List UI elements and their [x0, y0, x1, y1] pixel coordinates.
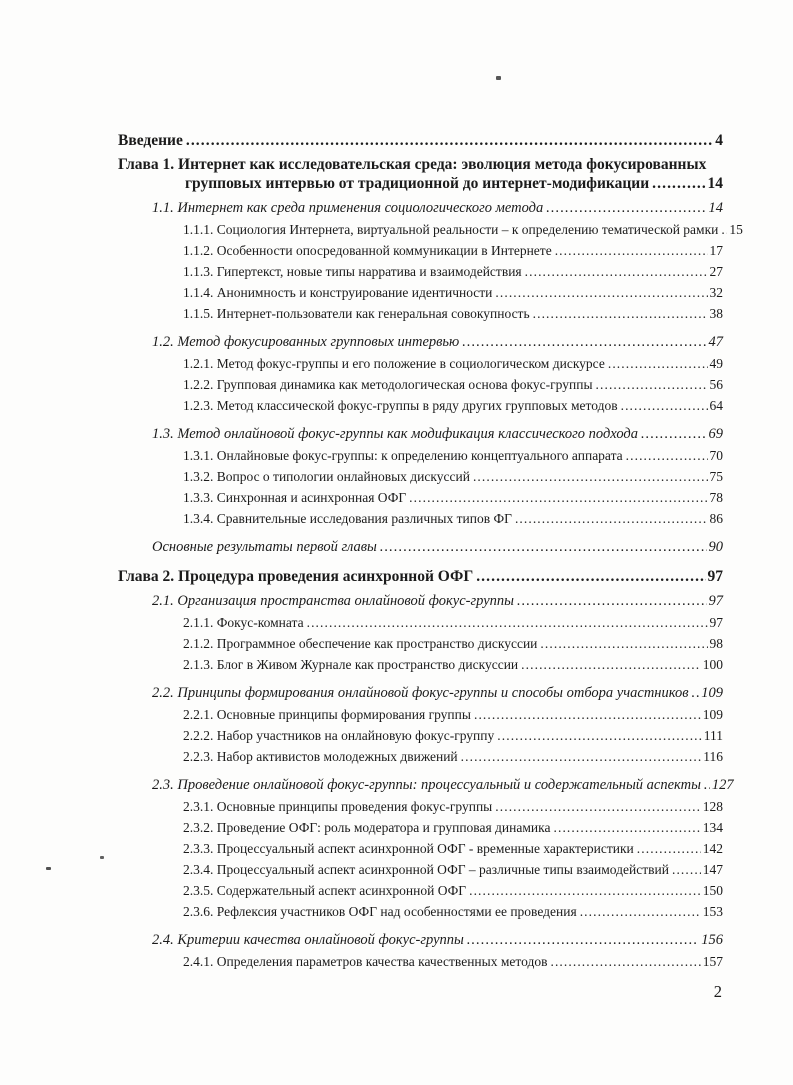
- dot-leader: [555, 243, 708, 258]
- dot-leader: [692, 685, 700, 701]
- toc-entry-label: 1.1. Интернет как среда применения социологического метода: [152, 200, 544, 216]
- table-of-contents: [118, 131, 743, 969]
- dot-leader: [517, 593, 707, 609]
- toc-entry: [118, 356, 723, 371]
- toc-entry: [118, 200, 723, 216]
- toc-entry: [118, 131, 723, 150]
- toc-entry-label: 1.1.2. Особенности опосредованной коммуникации в Интернете: [183, 243, 552, 258]
- toc-entry-page: 15: [729, 222, 743, 237]
- toc-entry-page: 116: [703, 749, 723, 764]
- toc-entry-page: 134: [702, 820, 723, 835]
- toc-entry: [118, 954, 723, 969]
- dot-leader: [473, 469, 708, 484]
- toc-entry-label: 1.2.1. Метод фокус-группы и его положение в социологическом дискурсе: [183, 356, 605, 371]
- toc-entry-page: 56: [709, 377, 723, 392]
- toc-entry-label: 2.3.5. Содержательный аспект асинхронной ОФГ: [183, 883, 467, 898]
- toc-entry-page: 32: [709, 285, 723, 300]
- dot-leader: [409, 490, 707, 505]
- toc-entry-label: 1.1.3. Гипертекст, новые типы нарратива и взаимодействия: [183, 264, 522, 279]
- dot-leader: [525, 264, 708, 279]
- toc-entry-page: 111: [703, 728, 723, 743]
- toc-entry-label: 2.1.1. Фокус-комната: [183, 615, 304, 630]
- toc-entry: [118, 728, 723, 743]
- toc-entry-page: 97: [709, 615, 723, 630]
- dot-leader: [497, 728, 701, 743]
- toc-entry: [118, 426, 723, 442]
- toc-entry: [118, 685, 723, 701]
- toc-entry: [118, 883, 723, 898]
- toc-entry-page: 147: [702, 862, 723, 877]
- toc-entry-page: 90: [708, 539, 723, 555]
- toc-entry-label: 2.3.3. Процессуальный аспект асинхронной ОФГ - временные характеристики: [183, 841, 634, 856]
- toc-entry-label: 2.3.6. Рефлексия участников ОФГ над особенностями ее проведения: [183, 904, 577, 919]
- toc-entry-label: 1.1.4. Анонимность и конструирование идентичности: [183, 285, 493, 300]
- toc-entry: [118, 264, 723, 279]
- toc-entry-page: 78: [709, 490, 723, 505]
- toc-entry-page: 14: [708, 200, 723, 216]
- toc-entry: [118, 862, 723, 877]
- toc-entry-label: 2.1. Организация пространства онлайновой фокус-группы: [152, 593, 514, 609]
- dot-leader: [476, 567, 705, 586]
- toc-entry-page: 109: [701, 685, 723, 701]
- dot-leader: [462, 334, 706, 350]
- toc-entry-label: 2.2. Принципы формирования онлайновой фокус-группы и способы отбора участников: [152, 685, 689, 701]
- toc-entry-label: 2.2.2. Набор участников на онлайновую фокус-группу: [183, 728, 495, 743]
- toc-entry-page: 150: [702, 883, 723, 898]
- toc-entry-page: 4: [715, 132, 723, 149]
- toc-entry-page: 97: [708, 593, 723, 609]
- toc-entry-page: 70: [709, 448, 723, 463]
- toc-entry: [118, 707, 723, 722]
- dot-leader: [554, 820, 701, 835]
- dot-leader: [652, 174, 705, 193]
- toc-entry-page: 17: [709, 243, 723, 258]
- toc-entry-label: 2.3. Проведение онлайновой фокус-группы: процессуальный и содержательный аспекты: [152, 777, 701, 793]
- dot-leader: [186, 131, 713, 150]
- toc-entry: [118, 539, 723, 555]
- toc-entry: [118, 448, 723, 463]
- toc-entry-label: 1.3.3. Синхронная и асинхронная ОФГ: [183, 490, 407, 505]
- toc-entry-label: 2.2.3. Набор активистов молодежных движений: [183, 749, 458, 764]
- toc-entry-label: 2.4.1. Определения параметров качества качественных методов: [183, 954, 548, 969]
- toc-entry-page: 75: [709, 469, 723, 484]
- toc-entry-label: 2.1.2. Программное обеспечение как пространство дискуссии: [183, 636, 538, 651]
- toc-entry: [118, 469, 723, 484]
- toc-entry-page: 100: [702, 657, 723, 672]
- toc-entry-page: 27: [709, 264, 723, 279]
- toc-entry-page: 86: [709, 511, 723, 526]
- toc-entry: [118, 904, 723, 919]
- toc-entry-page: 49: [709, 356, 723, 371]
- toc-entry-label: 2.2.1. Основные принципы формирования группы: [183, 707, 471, 722]
- dot-leader: [521, 657, 701, 672]
- dot-leader: [580, 904, 701, 919]
- toc-entry-label: Введение: [118, 132, 183, 149]
- dot-leader: [474, 707, 701, 722]
- toc-entry-label: 1.3.1. Онлайновые фокус-группы: к определению концептуального аппарата: [183, 448, 623, 463]
- dot-leader: [626, 448, 708, 463]
- dot-leader: [637, 841, 701, 856]
- toc-entry-page: 156: [701, 932, 723, 948]
- toc-entry-label: Основные результаты первой главы: [152, 539, 377, 555]
- toc-entry: [118, 841, 723, 856]
- toc-entry-page: 153: [702, 904, 723, 919]
- dot-leader: [515, 511, 708, 526]
- toc-entry-label: 1.3.4. Сравнительные исследования различных типов ФГ: [183, 511, 512, 526]
- toc-entry: [118, 636, 723, 651]
- toc-entry: [118, 749, 723, 764]
- toc-entry-page: 69: [708, 426, 723, 442]
- toc-entry-label: 2.4. Критерии качества онлайновой фокус-группы: [152, 932, 464, 948]
- toc-entry-label: 1.1.5. Интернет-пользователи как генеральная совокупность: [183, 306, 530, 321]
- dot-leader: [461, 749, 702, 764]
- toc-entry-label: Глава 1. Интернет как исследовательская среда: эволюция метода фокусированных: [118, 156, 707, 173]
- dot-leader: [641, 426, 706, 442]
- toc-entry-label: 1.3.2. Вопрос о типологии онлайновых дискуссий: [183, 469, 470, 484]
- toc-entry-label: 2.3.2. Проведение ОФГ: роль модератора и групповая динамика: [183, 820, 551, 835]
- toc-entry-page: 98: [709, 636, 723, 651]
- scan-speck: [100, 856, 104, 859]
- toc-entry: [118, 799, 723, 814]
- toc-entry-label: 1.2.3. Метод классической фокус-группы в ряду других групповых методов: [183, 398, 618, 413]
- toc-entry-continuation: [118, 174, 723, 193]
- toc-entry-label: 1.1.1. Социология Интернета, виртуальной реальности – к определению тематической рамки: [183, 222, 719, 237]
- toc-entry-page: 142: [702, 841, 723, 856]
- toc-entry-label: 1.3. Метод онлайновой фокус-группы как модификация классического подхода: [152, 426, 639, 442]
- dot-leader: [495, 285, 707, 300]
- scan-speck: [46, 867, 51, 870]
- toc-entry-label: 2.3.1. Основные принципы проведения фокус-группы: [183, 799, 493, 814]
- toc-entry-page: 109: [702, 707, 723, 722]
- dot-leader: [540, 636, 707, 651]
- toc-entry: [118, 285, 723, 300]
- toc-entry-label: 1.2. Метод фокусированных групповых интервью: [152, 334, 460, 350]
- scan-speck: [496, 76, 501, 80]
- toc-entry-page: 127: [711, 777, 734, 793]
- toc-entry-page: 14: [707, 175, 723, 192]
- toc-entry-page: 47: [708, 334, 723, 350]
- dot-leader: [721, 222, 727, 237]
- dot-leader: [546, 200, 706, 216]
- dot-leader: [550, 954, 700, 969]
- toc-entry: [118, 377, 723, 392]
- toc-entry-page: 97: [707, 568, 723, 585]
- toc-entry: [118, 615, 723, 630]
- dot-leader: [380, 539, 707, 555]
- dot-leader: [672, 862, 701, 877]
- toc-entry: [118, 306, 723, 321]
- toc-entry: [118, 490, 723, 505]
- toc-entry: [118, 657, 723, 672]
- toc-entry: [118, 222, 743, 237]
- toc-entry-label: групповых интервью от традиционной до интернет-модификации: [185, 175, 650, 192]
- dot-leader: [608, 356, 708, 371]
- dot-leader: [307, 615, 708, 630]
- dot-leader: [533, 306, 708, 321]
- toc-entry-label: 1.2.2. Групповая динамика как методологическая основа фокус-группы: [183, 377, 593, 392]
- toc-entry: [118, 334, 723, 350]
- toc-entry-page: 64: [709, 398, 723, 413]
- toc-entry: [118, 567, 723, 586]
- toc-entry: [118, 932, 723, 948]
- toc-entry: [118, 155, 723, 174]
- toc-entry: [118, 777, 734, 793]
- toc-entry-label: 2.1.3. Блог в Живом Журнале как пространство дискуссии: [183, 657, 519, 672]
- toc-entry: [118, 593, 723, 609]
- dot-leader: [469, 883, 701, 898]
- toc-entry-label: 2.3.4. Процессуальный аспект асинхронной ОФГ – различные типы взаимодействий: [183, 862, 669, 877]
- dot-leader: [704, 777, 710, 793]
- toc-entry: [118, 398, 723, 413]
- dot-leader: [596, 377, 708, 392]
- page-number: 2: [713, 982, 722, 1001]
- dot-leader: [621, 398, 708, 413]
- dot-leader: [467, 932, 699, 948]
- toc-entry-label: Глава 2. Процедура проведения асинхронной ОФГ: [118, 568, 474, 585]
- toc-entry: [118, 820, 723, 835]
- toc-entry-page: 38: [709, 306, 723, 321]
- dot-leader: [495, 799, 700, 814]
- toc-entry: [118, 243, 723, 258]
- toc-entry: [118, 511, 723, 526]
- toc-entry-page: 128: [702, 799, 723, 814]
- toc-entry-page: 157: [702, 954, 723, 969]
